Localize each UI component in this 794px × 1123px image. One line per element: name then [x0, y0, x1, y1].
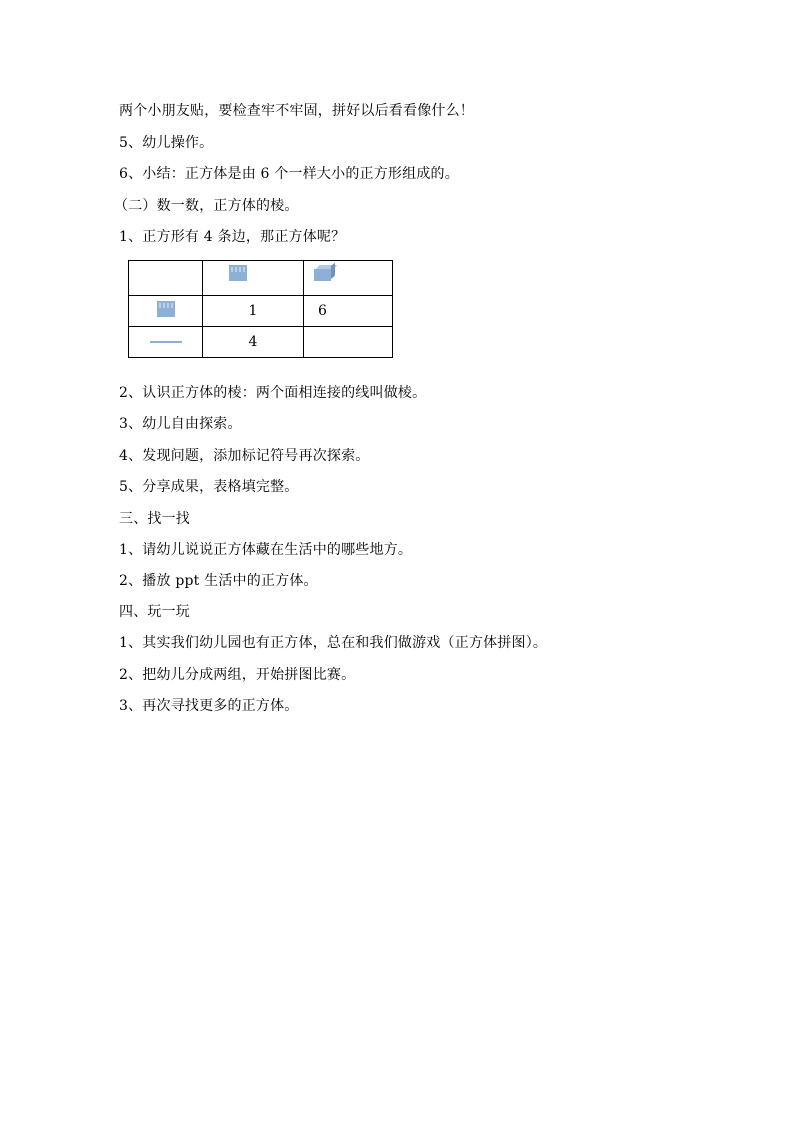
paragraph-line-12: 2、播放 ppt 生活中的正方体。	[119, 573, 318, 589]
square-face-icon	[157, 301, 175, 317]
paragraph-line-9: 5、分享成果，表格填完整。	[119, 479, 299, 495]
table-row-label-edge	[129, 327, 203, 358]
paragraph-line-8: 4、发现问题，添加标记符号再次探索。	[119, 448, 370, 464]
section-heading-2: （二）数一数，正方体的棱。	[114, 198, 299, 214]
paragraph-line-2: 5、幼儿操作。	[119, 135, 214, 151]
section-heading-4: 四、玩一玩	[119, 604, 190, 620]
table-cell-square-edges: 4	[203, 327, 304, 358]
paragraph-line-15: 2、把幼儿分成两组，开始拼图比赛。	[119, 667, 356, 683]
table-cell-square-faces: 1	[203, 296, 304, 327]
edge-line-icon	[150, 341, 182, 343]
table-row	[129, 296, 393, 327]
count-table	[128, 260, 393, 358]
paragraph-line-14: 1、其实我们幼儿园也有正方体，总在和我们做游戏（正方体拼图）。	[119, 635, 548, 651]
section-heading-3: 三、找一找	[119, 511, 190, 527]
cube-icon	[314, 265, 336, 281]
paragraph-line-1: 两个小朋友贴，要检查牢不牢固，拼好以后看看像什么！	[119, 103, 474, 119]
table-cell-cube-faces: 6	[304, 296, 393, 327]
paragraph-line-16: 3、再次寻找更多的正方体。	[119, 698, 299, 714]
table-row	[129, 327, 393, 358]
paragraph-line-11: 1、请幼儿说说正方体藏在生活中的哪些地方。	[119, 542, 413, 558]
table-cell-cube-edges	[304, 327, 393, 358]
square-icon	[229, 265, 247, 281]
table-header-square	[203, 261, 304, 296]
table-row-label-face	[129, 296, 203, 327]
table-corner-cell	[129, 261, 203, 296]
table-row-header	[129, 261, 393, 296]
paragraph-line-7: 3、幼儿自由探索。	[119, 416, 242, 432]
paragraph-line-3: 6、小结：正方体是由 6 个一样大小的正方形组成的。	[119, 166, 459, 182]
paragraph-line-5: 1、正方形有 4 条边，那正方体呢？	[119, 229, 346, 245]
paragraph-line-6: 2、认识正方体的棱：两个面相连接的线叫做棱。	[119, 385, 427, 401]
table-header-cube	[304, 261, 393, 296]
